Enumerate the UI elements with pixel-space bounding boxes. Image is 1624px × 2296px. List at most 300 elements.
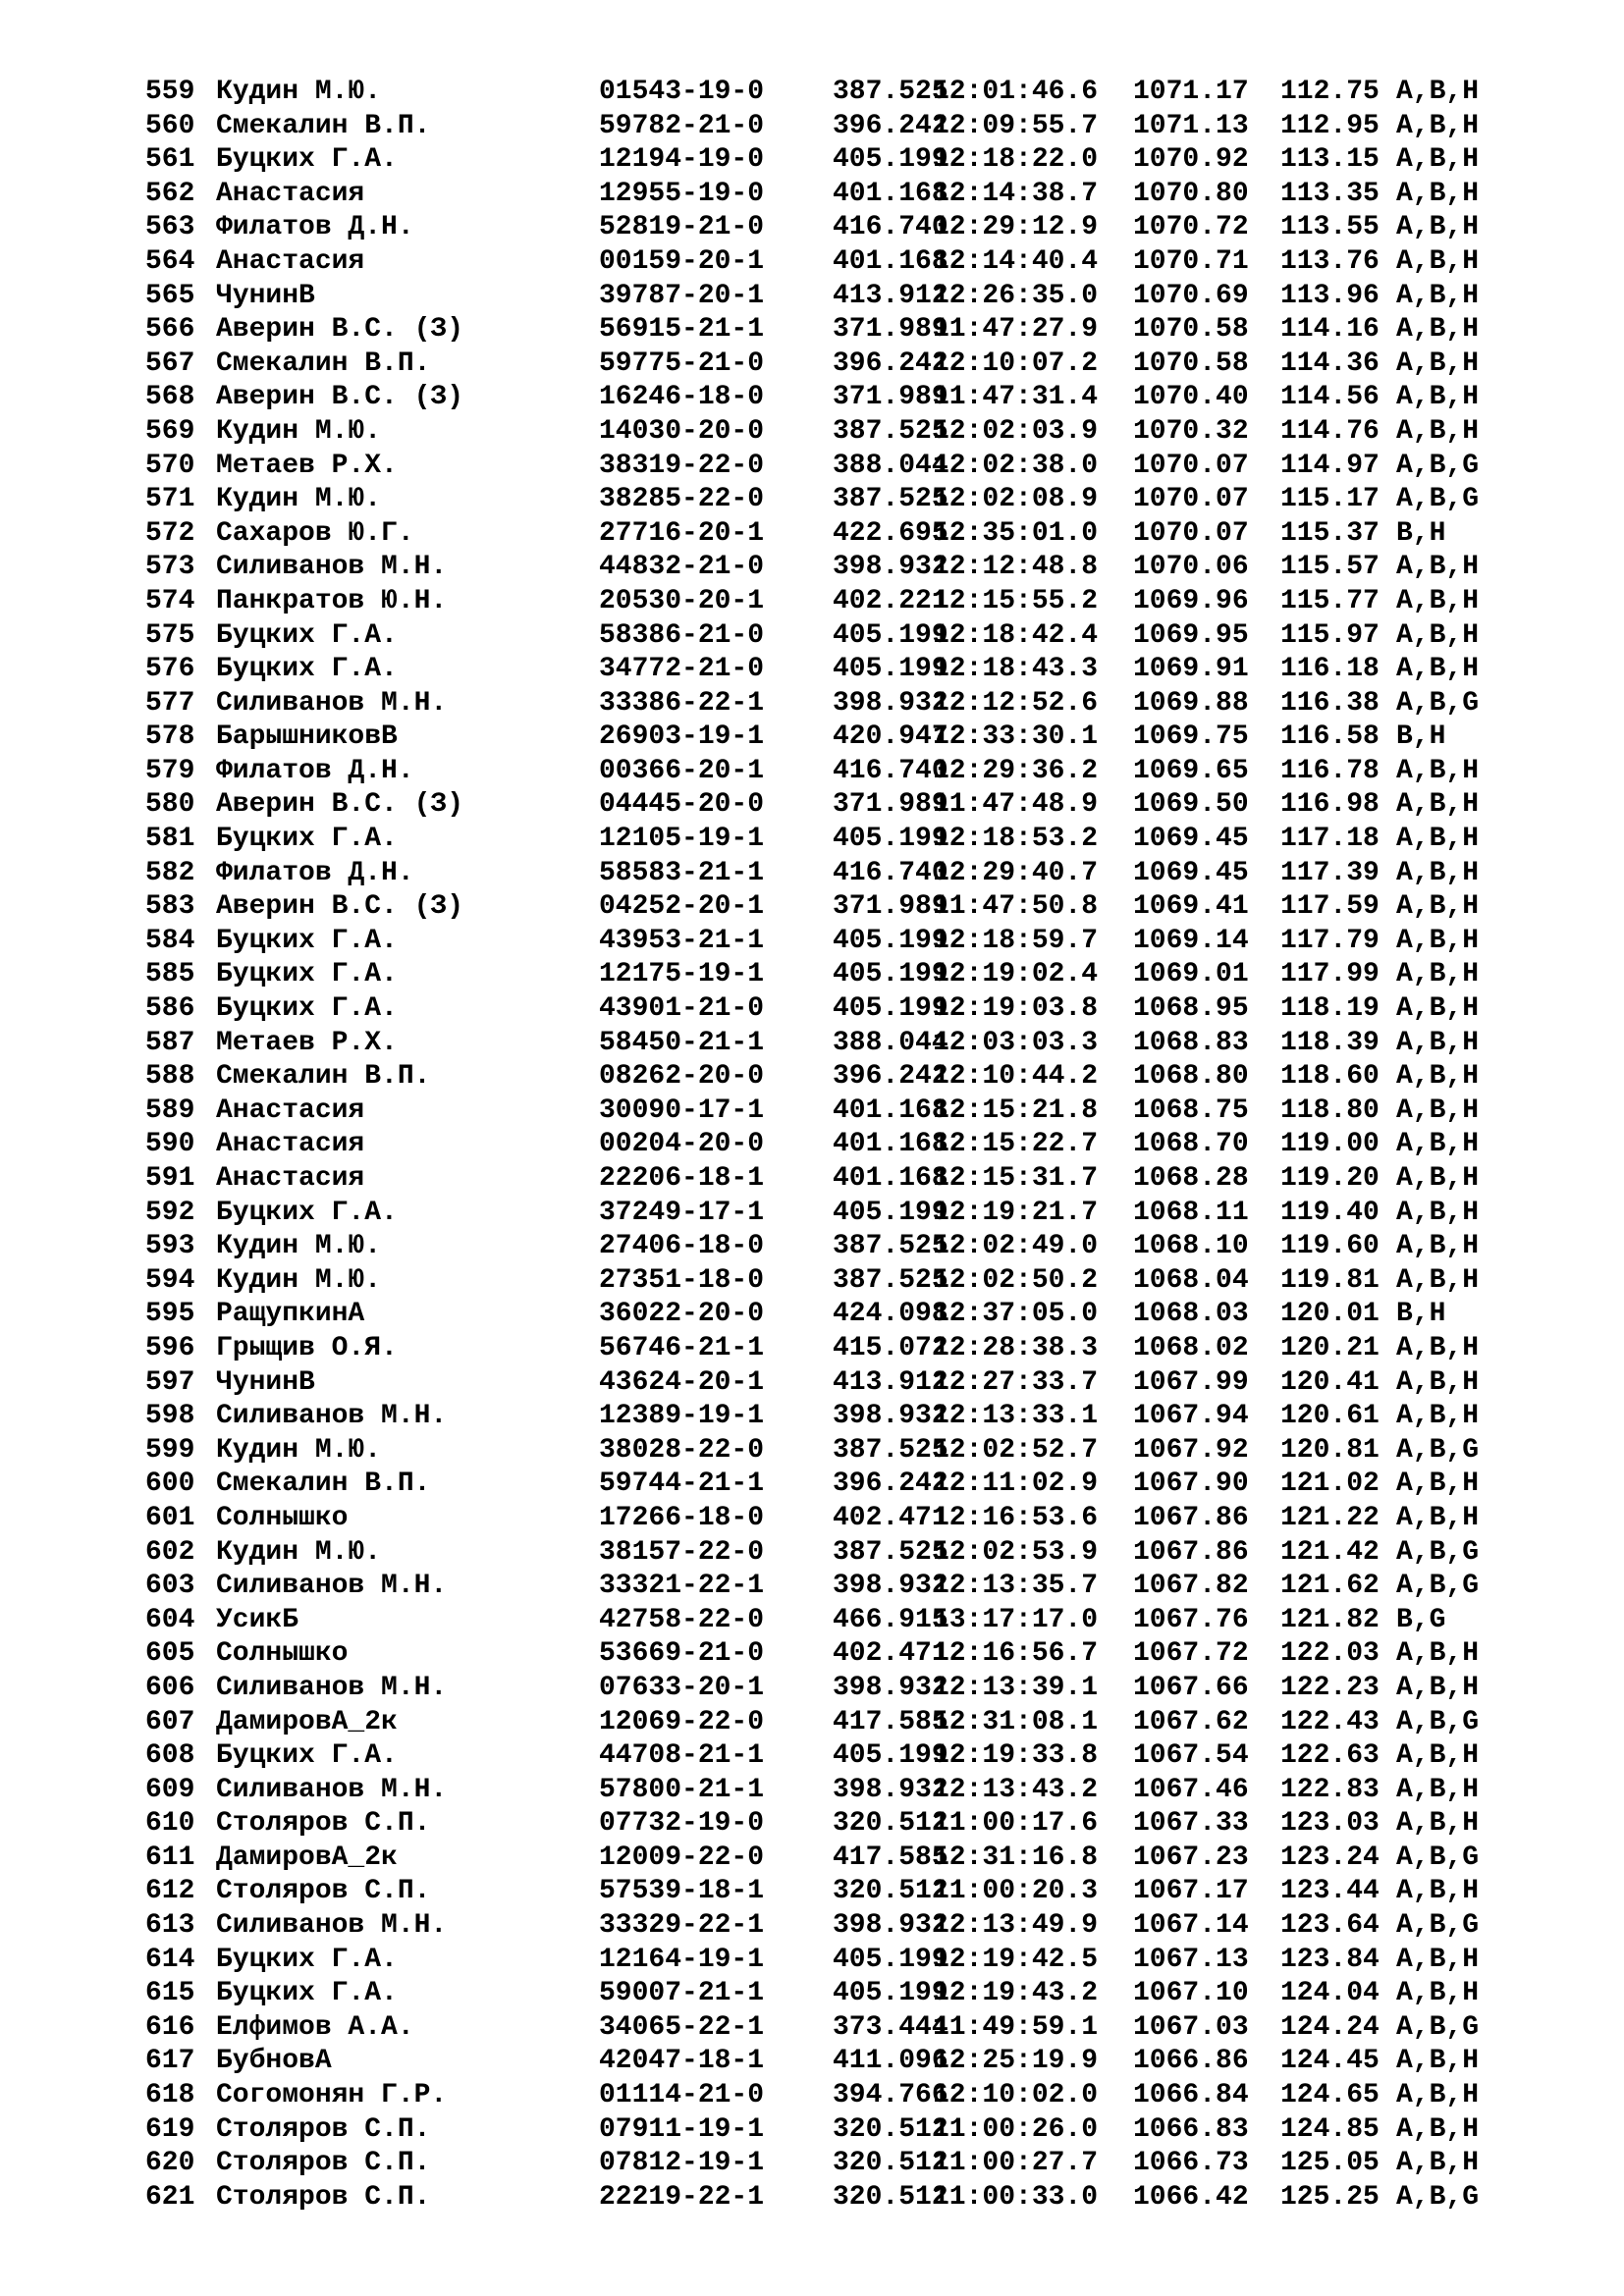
table-row bbox=[145, 1637, 1504, 1672]
ring-number: 42047-18-1 bbox=[599, 2046, 765, 2077]
ring-number: 12164-19-1 bbox=[599, 1944, 765, 1975]
coefficient: 118.39 bbox=[1280, 1027, 1380, 1058]
arrival-time: 11:47:27.9 bbox=[933, 314, 1099, 346]
fancier-name: Грыщив О.Я. bbox=[216, 1332, 398, 1363]
fancier-name: Филатов Д.Н. bbox=[216, 755, 414, 786]
table-row bbox=[145, 619, 1504, 654]
distance: 424.098 bbox=[833, 1299, 948, 1330]
distance: 415.072 bbox=[833, 1332, 948, 1363]
arrival-time: 12:09:55.7 bbox=[933, 110, 1099, 141]
coefficient: 122.43 bbox=[1280, 1706, 1380, 1737]
category: A,B,H bbox=[1396, 1401, 1480, 1432]
place-number: 584 bbox=[145, 925, 195, 956]
category: A,B,H bbox=[1396, 585, 1480, 616]
category: A,B,G bbox=[1396, 1434, 1480, 1466]
fancier-name: Смекалин В.П. bbox=[216, 110, 431, 141]
category: A,B,H bbox=[1396, 212, 1480, 243]
arrival-time: 12:18:43.3 bbox=[933, 654, 1099, 685]
table-row bbox=[145, 1977, 1504, 2011]
coefficient: 120.41 bbox=[1280, 1366, 1380, 1398]
category: A,B,H bbox=[1396, 1740, 1480, 1772]
fancier-name: Кудин М.Ю. bbox=[216, 484, 382, 515]
arrival-time: 12:12:48.8 bbox=[933, 552, 1099, 583]
speed: 1067.86 bbox=[1133, 1536, 1249, 1568]
place-number: 589 bbox=[145, 1095, 195, 1126]
arrival-time: 12:14:40.4 bbox=[933, 245, 1099, 277]
category: A,B,G bbox=[1396, 484, 1480, 515]
coefficient: 123.03 bbox=[1280, 1808, 1380, 1840]
category: A,B,H bbox=[1396, 1332, 1480, 1363]
category: A,B,H bbox=[1396, 654, 1480, 685]
distance: 402.471 bbox=[833, 1638, 948, 1670]
table-row bbox=[145, 2113, 1504, 2148]
coefficient: 114.76 bbox=[1280, 415, 1380, 447]
arrival-time: 12:10:02.0 bbox=[933, 2080, 1099, 2111]
place-number: 571 bbox=[145, 484, 195, 515]
coefficient: 118.60 bbox=[1280, 1061, 1380, 1093]
coefficient: 123.24 bbox=[1280, 1842, 1380, 1873]
place-number: 569 bbox=[145, 415, 195, 447]
speed: 1069.95 bbox=[1133, 619, 1249, 651]
place-number: 620 bbox=[145, 2148, 195, 2179]
category: A,B,H bbox=[1396, 2046, 1480, 2077]
speed: 1068.04 bbox=[1133, 1264, 1249, 1296]
fancier-name: Буцких Г.А. bbox=[216, 1944, 398, 1975]
fancier-name: Буцких Г.А. bbox=[216, 144, 398, 176]
arrival-time: 12:13:39.1 bbox=[933, 1672, 1099, 1703]
category: A,B,H bbox=[1396, 1163, 1480, 1194]
coefficient: 124.85 bbox=[1280, 2113, 1380, 2145]
fancier-name: Столяров С.П. bbox=[216, 2181, 431, 2213]
distance: 405.199 bbox=[833, 1944, 948, 1975]
speed: 1071.17 bbox=[1133, 77, 1249, 107]
fancier-name: Буцких Г.А. bbox=[216, 654, 398, 685]
arrival-time: 11:49:59.1 bbox=[933, 2011, 1099, 2043]
category: A,B,H bbox=[1396, 1468, 1480, 1500]
speed: 1067.54 bbox=[1133, 1740, 1249, 1772]
speed: 1070.69 bbox=[1133, 280, 1249, 311]
speed: 1067.14 bbox=[1133, 1910, 1249, 1942]
coefficient: 112.95 bbox=[1280, 110, 1380, 141]
table-row bbox=[145, 992, 1504, 1027]
coefficient: 123.44 bbox=[1280, 1876, 1380, 1907]
place-number: 581 bbox=[145, 824, 195, 855]
speed: 1069.45 bbox=[1133, 857, 1249, 888]
coefficient: 120.61 bbox=[1280, 1401, 1380, 1432]
distance: 371.989 bbox=[833, 382, 948, 413]
place-number: 606 bbox=[145, 1672, 195, 1703]
ring-number: 12389-19-1 bbox=[599, 1401, 765, 1432]
coefficient: 117.18 bbox=[1280, 824, 1380, 855]
coefficient: 118.80 bbox=[1280, 1095, 1380, 1126]
speed: 1068.83 bbox=[1133, 1027, 1249, 1058]
speed: 1070.40 bbox=[1133, 382, 1249, 413]
fancier-name: Силиванов М.Н. bbox=[216, 1672, 448, 1703]
place-number: 613 bbox=[145, 1910, 195, 1942]
table-row bbox=[145, 1298, 1504, 1332]
arrival-time: 11:00:20.3 bbox=[933, 1876, 1099, 1907]
distance: 405.199 bbox=[833, 1197, 948, 1228]
table-row bbox=[145, 245, 1504, 280]
distance: 387.525 bbox=[833, 415, 948, 447]
coefficient: 116.38 bbox=[1280, 687, 1380, 719]
fancier-name: Анастасия bbox=[216, 178, 365, 209]
distance: 405.199 bbox=[833, 993, 948, 1025]
arrival-time: 12:27:33.7 bbox=[933, 1366, 1099, 1398]
ring-number: 07812-19-1 bbox=[599, 2148, 765, 2179]
place-number: 593 bbox=[145, 1231, 195, 1262]
speed: 1070.71 bbox=[1133, 245, 1249, 277]
fancier-name: ЧунинВ bbox=[216, 1366, 315, 1398]
distance: 320.512 bbox=[833, 1808, 948, 1840]
fancier-name: РащупкинА bbox=[216, 1299, 365, 1330]
arrival-time: 11:00:33.0 bbox=[933, 2181, 1099, 2213]
arrival-time: 12:18:42.4 bbox=[933, 619, 1099, 651]
arrival-time: 12:12:52.6 bbox=[933, 687, 1099, 719]
category: A,B,H bbox=[1396, 1808, 1480, 1840]
category: A,B,H bbox=[1396, 1061, 1480, 1093]
ring-number: 38319-22-0 bbox=[599, 450, 765, 481]
coefficient: 122.03 bbox=[1280, 1638, 1380, 1670]
ring-number: 00366-20-1 bbox=[599, 755, 765, 786]
arrival-time: 12:19:02.4 bbox=[933, 959, 1099, 990]
arrival-time: 12:13:43.2 bbox=[933, 1774, 1099, 1805]
coefficient: 117.39 bbox=[1280, 857, 1380, 888]
speed: 1067.66 bbox=[1133, 1672, 1249, 1703]
ring-number: 38157-22-0 bbox=[599, 1536, 765, 1568]
ring-number: 00159-20-1 bbox=[599, 245, 765, 277]
arrival-time: 12:13:35.7 bbox=[933, 1571, 1099, 1602]
category: A,B,H bbox=[1396, 1672, 1480, 1703]
coefficient: 121.22 bbox=[1280, 1502, 1380, 1533]
place-number: 566 bbox=[145, 314, 195, 346]
category: A,B,H bbox=[1396, 2113, 1480, 2145]
ring-number: 00204-20-0 bbox=[599, 1129, 765, 1160]
speed: 1068.10 bbox=[1133, 1231, 1249, 1262]
ring-number: 56915-21-1 bbox=[599, 314, 765, 346]
fancier-name: Сахаров Ю.Г. bbox=[216, 517, 414, 549]
table-row bbox=[145, 1197, 1504, 1231]
distance: 387.525 bbox=[833, 77, 948, 107]
table-row bbox=[145, 755, 1504, 789]
speed: 1066.86 bbox=[1133, 2046, 1249, 2077]
table-row bbox=[145, 110, 1504, 144]
place-number: 560 bbox=[145, 110, 195, 141]
coefficient: 112.75 bbox=[1280, 77, 1380, 107]
ring-number: 38028-22-0 bbox=[599, 1434, 765, 1466]
category: A,B,H bbox=[1396, 925, 1480, 956]
distance: 320.512 bbox=[833, 2113, 948, 2145]
distance: 398.932 bbox=[833, 552, 948, 583]
category: B,G bbox=[1396, 1604, 1446, 1635]
arrival-time: 12:31:16.8 bbox=[933, 1842, 1099, 1873]
arrival-time: 12:25:19.9 bbox=[933, 2046, 1099, 2077]
fancier-name: Аверин В.С. (З) bbox=[216, 789, 464, 821]
distance: 398.932 bbox=[833, 1672, 948, 1703]
fancier-name: Смекалин В.П. bbox=[216, 347, 431, 379]
table-row bbox=[145, 2147, 1504, 2181]
fancier-name: Силиванов М.Н. bbox=[216, 1774, 448, 1805]
table-row bbox=[145, 890, 1504, 925]
coefficient: 115.77 bbox=[1280, 585, 1380, 616]
table-row bbox=[145, 1095, 1504, 1129]
place-number: 590 bbox=[145, 1129, 195, 1160]
arrival-time: 12:02:53.9 bbox=[933, 1536, 1099, 1568]
table-row bbox=[145, 1706, 1504, 1740]
table-row bbox=[145, 1774, 1504, 1808]
distance: 416.740 bbox=[833, 857, 948, 888]
category: A,B,G bbox=[1396, 1910, 1480, 1942]
ring-number: 17266-18-0 bbox=[599, 1502, 765, 1533]
arrival-time: 12:13:33.1 bbox=[933, 1401, 1099, 1432]
place-number: 575 bbox=[145, 619, 195, 651]
place-number: 591 bbox=[145, 1163, 195, 1194]
table-row bbox=[145, 1230, 1504, 1264]
table-row bbox=[145, 1400, 1504, 1434]
place-number: 586 bbox=[145, 993, 195, 1025]
speed: 1071.13 bbox=[1133, 110, 1249, 141]
coefficient: 124.65 bbox=[1280, 2080, 1380, 2111]
speed: 1067.76 bbox=[1133, 1604, 1249, 1635]
place-number: 577 bbox=[145, 687, 195, 719]
category: A,B,H bbox=[1396, 1978, 1480, 2009]
coefficient: 122.83 bbox=[1280, 1774, 1380, 1805]
place-number: 610 bbox=[145, 1808, 195, 1840]
coefficient: 116.18 bbox=[1280, 654, 1380, 685]
speed: 1070.06 bbox=[1133, 552, 1249, 583]
category: A,B,H bbox=[1396, 1944, 1480, 1975]
ring-number: 42758-22-0 bbox=[599, 1604, 765, 1635]
ring-number: 12069-22-0 bbox=[599, 1706, 765, 1737]
arrival-time: 11:00:17.6 bbox=[933, 1808, 1099, 1840]
coefficient: 123.64 bbox=[1280, 1910, 1380, 1942]
coefficient: 113.15 bbox=[1280, 144, 1380, 176]
table-row bbox=[145, 1128, 1504, 1162]
table-row bbox=[145, 788, 1504, 823]
arrival-time: 13:17:17.0 bbox=[933, 1604, 1099, 1635]
table-row bbox=[145, 76, 1504, 110]
distance: 401.168 bbox=[833, 178, 948, 209]
coefficient: 125.25 bbox=[1280, 2181, 1380, 2213]
place-number: 600 bbox=[145, 1468, 195, 1500]
category: A,B,H bbox=[1396, 1027, 1480, 1058]
distance: 413.912 bbox=[833, 1366, 948, 1398]
category: A,B,H bbox=[1396, 857, 1480, 888]
category: A,B,H bbox=[1396, 959, 1480, 990]
place-number: 583 bbox=[145, 891, 195, 923]
table-row bbox=[145, 517, 1504, 552]
coefficient: 117.99 bbox=[1280, 959, 1380, 990]
distance: 416.740 bbox=[833, 212, 948, 243]
fancier-name: Аверин В.С. (З) bbox=[216, 891, 464, 923]
distance: 387.525 bbox=[833, 1264, 948, 1296]
place-number: 611 bbox=[145, 1842, 195, 1873]
speed: 1067.10 bbox=[1133, 1978, 1249, 2009]
category: A,B,H bbox=[1396, 619, 1480, 651]
place-number: 572 bbox=[145, 517, 195, 549]
fancier-name: Солнышко bbox=[216, 1638, 349, 1670]
speed: 1068.11 bbox=[1133, 1197, 1249, 1228]
ring-number: 58450-21-1 bbox=[599, 1027, 765, 1058]
category: A,B,H bbox=[1396, 77, 1480, 107]
distance: 398.932 bbox=[833, 1774, 948, 1805]
fancier-name: Буцких Г.А. bbox=[216, 993, 398, 1025]
distance: 405.199 bbox=[833, 1740, 948, 1772]
speed: 1068.75 bbox=[1133, 1095, 1249, 1126]
category: A,B,H bbox=[1396, 178, 1480, 209]
distance: 401.168 bbox=[833, 1095, 948, 1126]
arrival-time: 12:28:38.3 bbox=[933, 1332, 1099, 1363]
arrival-time: 11:47:31.4 bbox=[933, 382, 1099, 413]
arrival-time: 12:19:43.2 bbox=[933, 1978, 1099, 2009]
speed: 1067.17 bbox=[1133, 1876, 1249, 1907]
fancier-name: Столяров С.П. bbox=[216, 2148, 431, 2179]
distance: 388.044 bbox=[833, 1027, 948, 1058]
speed: 1067.72 bbox=[1133, 1638, 1249, 1670]
place-number: 599 bbox=[145, 1434, 195, 1466]
category: A,B,H bbox=[1396, 415, 1480, 447]
coefficient: 121.02 bbox=[1280, 1468, 1380, 1500]
speed: 1066.42 bbox=[1133, 2181, 1249, 2213]
ring-number: 44832-21-0 bbox=[599, 552, 765, 583]
fancier-name: Буцких Г.А. bbox=[216, 619, 398, 651]
fancier-name: Силиванов М.Н. bbox=[216, 687, 448, 719]
place-number: 563 bbox=[145, 212, 195, 243]
distance: 388.044 bbox=[833, 450, 948, 481]
table-row bbox=[145, 1672, 1504, 1706]
fancier-name: Столяров С.П. bbox=[216, 2113, 431, 2145]
place-number: 582 bbox=[145, 857, 195, 888]
distance: 398.932 bbox=[833, 1401, 948, 1432]
distance: 405.199 bbox=[833, 925, 948, 956]
category: A,B,H bbox=[1396, 1774, 1480, 1805]
ring-number: 07732-19-0 bbox=[599, 1808, 765, 1840]
distance: 401.168 bbox=[833, 1129, 948, 1160]
distance: 405.199 bbox=[833, 654, 948, 685]
arrival-time: 12:29:40.7 bbox=[933, 857, 1099, 888]
ring-number: 38285-22-0 bbox=[599, 484, 765, 515]
place-number: 574 bbox=[145, 585, 195, 616]
arrival-time: 12:01:46.6 bbox=[933, 77, 1099, 107]
category: A,B,H bbox=[1396, 2080, 1480, 2111]
speed: 1067.82 bbox=[1133, 1571, 1249, 1602]
distance: 413.912 bbox=[833, 280, 948, 311]
place-number: 618 bbox=[145, 2080, 195, 2111]
table-row bbox=[145, 280, 1504, 314]
place-number: 597 bbox=[145, 1366, 195, 1398]
category: A,B,H bbox=[1396, 993, 1480, 1025]
fancier-name: ЧунинВ bbox=[216, 280, 315, 311]
ring-number: 08262-20-0 bbox=[599, 1061, 765, 1093]
category: A,B,H bbox=[1396, 1129, 1480, 1160]
fancier-name: Буцких Г.А. bbox=[216, 1740, 398, 1772]
speed: 1068.80 bbox=[1133, 1061, 1249, 1093]
speed: 1069.45 bbox=[1133, 824, 1249, 855]
category: A,B,H bbox=[1396, 1264, 1480, 1296]
coefficient: 119.00 bbox=[1280, 1129, 1380, 1160]
ring-number: 04445-20-0 bbox=[599, 789, 765, 821]
distance: 387.525 bbox=[833, 1536, 948, 1568]
category: A,B,H bbox=[1396, 314, 1480, 346]
place-number: 562 bbox=[145, 178, 195, 209]
place-number: 617 bbox=[145, 2046, 195, 2077]
distance: 387.525 bbox=[833, 484, 948, 515]
fancier-name: Буцких Г.А. bbox=[216, 824, 398, 855]
place-number: 585 bbox=[145, 959, 195, 990]
category: B,H bbox=[1396, 721, 1446, 753]
fancier-name: Буцких Г.А. bbox=[216, 959, 398, 990]
ring-number: 59782-21-0 bbox=[599, 110, 765, 141]
coefficient: 115.17 bbox=[1280, 484, 1380, 515]
category: A,B,H bbox=[1396, 382, 1480, 413]
arrival-time: 12:02:03.9 bbox=[933, 415, 1099, 447]
ring-number: 04252-20-1 bbox=[599, 891, 765, 923]
distance: 405.199 bbox=[833, 1978, 948, 2009]
table-row bbox=[145, 211, 1504, 245]
distance: 417.585 bbox=[833, 1842, 948, 1873]
place-number: 570 bbox=[145, 450, 195, 481]
arrival-time: 12:11:02.9 bbox=[933, 1468, 1099, 1500]
ring-number: 26903-19-1 bbox=[599, 721, 765, 753]
ring-number: 44708-21-1 bbox=[599, 1740, 765, 1772]
ring-number: 12175-19-1 bbox=[599, 959, 765, 990]
speed: 1069.41 bbox=[1133, 891, 1249, 923]
table-row bbox=[145, 1604, 1504, 1638]
place-number: 587 bbox=[145, 1027, 195, 1058]
fancier-name: Метаев Р.Х. bbox=[216, 1027, 398, 1058]
fancier-name: Кудин М.Ю. bbox=[216, 1231, 382, 1262]
table-row bbox=[145, 1875, 1504, 1909]
speed: 1068.28 bbox=[1133, 1163, 1249, 1194]
coefficient: 114.56 bbox=[1280, 382, 1380, 413]
speed: 1066.83 bbox=[1133, 2113, 1249, 2145]
category: A,B,H bbox=[1396, 1095, 1480, 1126]
ring-number: 43901-21-0 bbox=[599, 993, 765, 1025]
ring-number: 27351-18-0 bbox=[599, 1264, 765, 1296]
fancier-name: ДамировА_2к bbox=[216, 1706, 398, 1737]
table-row bbox=[145, 2181, 1504, 2216]
place-number: 621 bbox=[145, 2181, 195, 2213]
distance: 373.444 bbox=[833, 2011, 948, 2043]
fancier-name: Смекалин В.П. bbox=[216, 1468, 431, 1500]
coefficient: 113.76 bbox=[1280, 245, 1380, 277]
speed: 1066.73 bbox=[1133, 2148, 1249, 2179]
category: A,B,H bbox=[1396, 891, 1480, 923]
category: A,B,G bbox=[1396, 1536, 1480, 1568]
fancier-name: ДамировА_2к bbox=[216, 1842, 398, 1873]
arrival-time: 12:33:30.1 bbox=[933, 721, 1099, 753]
table-row bbox=[145, 1366, 1504, 1401]
arrival-time: 12:37:05.0 bbox=[933, 1299, 1099, 1330]
table-row bbox=[145, 925, 1504, 959]
category: A,B,H bbox=[1396, 347, 1480, 379]
ring-number: 59744-21-1 bbox=[599, 1468, 765, 1500]
coefficient: 121.82 bbox=[1280, 1604, 1380, 1635]
fancier-name: Филатов Д.Н. bbox=[216, 857, 414, 888]
category: A,B,H bbox=[1396, 245, 1480, 277]
place-number: 596 bbox=[145, 1332, 195, 1363]
ring-number: 58583-21-1 bbox=[599, 857, 765, 888]
category: A,B,H bbox=[1396, 1366, 1480, 1398]
category: A,B,H bbox=[1396, 110, 1480, 141]
category: A,B,G bbox=[1396, 1571, 1480, 1602]
distance: 405.199 bbox=[833, 144, 948, 176]
coefficient: 115.97 bbox=[1280, 619, 1380, 651]
coefficient: 119.20 bbox=[1280, 1163, 1380, 1194]
category: A,B,H bbox=[1396, 755, 1480, 786]
arrival-time: 12:03:03.3 bbox=[933, 1027, 1099, 1058]
arrival-time: 12:02:08.9 bbox=[933, 484, 1099, 515]
